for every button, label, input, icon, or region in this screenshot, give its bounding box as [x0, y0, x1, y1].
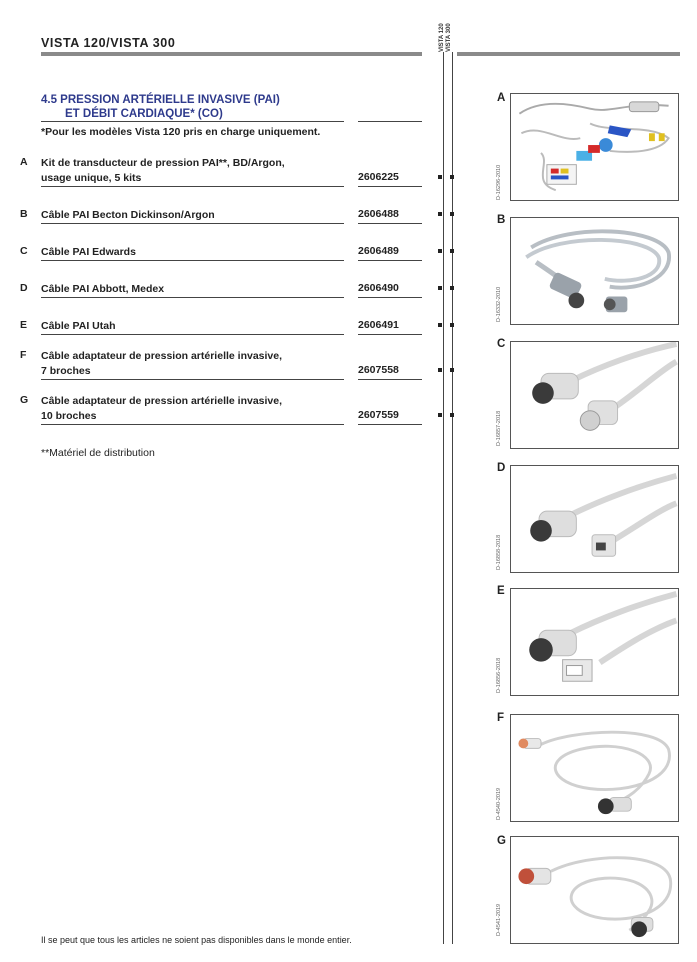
- row-ref-rule: [358, 424, 422, 425]
- item-description-line-1: Kit de transducteur de pression PAI**, BD/Argon,: [41, 157, 285, 169]
- section-title-line-1: 4.5 PRESSION ARTÉRIELLE INVASIVE (PAI): [41, 94, 280, 106]
- footnote: **Matériel de distribution: [41, 447, 155, 459]
- row-rule: [41, 260, 344, 261]
- image-letter: F: [497, 712, 505, 724]
- item-description-line-2: 10 broches: [41, 410, 97, 422]
- image-letter: G: [497, 835, 506, 847]
- item-reference: 2607559: [358, 409, 399, 421]
- item-letter: G: [20, 394, 29, 406]
- item-reference: 2606488: [358, 208, 399, 220]
- availability-dot-vista-300: [450, 175, 454, 179]
- availability-dot-vista-120: [438, 368, 442, 372]
- row-ref-rule: [358, 379, 422, 380]
- item-description: [41, 394, 336, 424]
- availability-dot-vista-120: [438, 249, 442, 253]
- item-reference: 2606489: [358, 245, 399, 257]
- item-description: Câble PAI Becton Dickinson/Argon: [41, 209, 215, 221]
- cable-image: [510, 217, 679, 325]
- item-description: [41, 349, 336, 379]
- image-letter: D: [497, 462, 506, 474]
- image-code: D-16858-2018: [496, 534, 502, 570]
- cable-icon: [511, 342, 678, 448]
- item-description: [41, 156, 336, 186]
- item-reference: 2607558: [358, 364, 399, 376]
- item-description-line-1: Câble adaptateur de pression artérielle invasive,: [41, 395, 283, 407]
- disclaimer: Il se peut que tous les articles ne soient pas disponibles dans le monde entier.: [41, 935, 352, 945]
- image-code: D-16296-2010: [496, 164, 502, 200]
- cable-image: [510, 465, 679, 573]
- column-label-vista-300: VISTA 300: [446, 23, 452, 52]
- item-description-line-1: Câble adaptateur de pression artérielle invasive,: [41, 350, 283, 362]
- cable-image: [510, 341, 679, 449]
- item-reference: 2606491: [358, 319, 399, 331]
- availability-dot-vista-120: [438, 286, 442, 290]
- item-letter: A: [20, 156, 28, 168]
- item-letter: E: [20, 319, 28, 331]
- availability-dot-vista-120: [438, 413, 442, 417]
- cable-icon: [511, 715, 678, 821]
- availability-dot-vista-300: [450, 368, 454, 372]
- header-divider: [41, 52, 422, 56]
- item-reference: 2606490: [358, 282, 399, 294]
- item-description-line-2: 7 broches: [41, 365, 91, 377]
- row-rule: [41, 424, 344, 425]
- image-code: D-16856-2018: [496, 657, 502, 693]
- image-code: D-16332-2010: [496, 286, 502, 322]
- image-letter: B: [497, 214, 506, 226]
- item-letter: C: [20, 245, 28, 257]
- item-letter: D: [20, 282, 28, 294]
- availability-dot-vista-300: [450, 286, 454, 290]
- row-ref-rule: [358, 297, 422, 298]
- cable-icon: [511, 837, 678, 943]
- section-ref-rule: [358, 121, 422, 122]
- cable-image: [510, 836, 679, 944]
- transducer-kit-icon: [511, 94, 678, 200]
- cable-icon: [511, 218, 678, 324]
- availability-dot-vista-120: [438, 323, 442, 327]
- item-letter: F: [20, 349, 27, 361]
- availability-dot-vista-120: [438, 175, 442, 179]
- image-code: D-4541-2019: [496, 903, 502, 936]
- cable-icon: [511, 589, 678, 695]
- row-ref-rule: [358, 223, 422, 224]
- section-title-line-2: ET DÉBIT CARDIAQUE* (CO): [65, 108, 223, 120]
- section-note: *Pour les modèles Vista 120 pris en charge uniquement.: [41, 126, 321, 138]
- image-letter: A: [497, 92, 506, 104]
- item-description: Câble PAI Abbott, Medex: [41, 283, 165, 295]
- row-ref-rule: [358, 260, 422, 261]
- cable-icon: [511, 466, 678, 572]
- item-description: Câble PAI Utah: [41, 320, 116, 332]
- row-rule: [41, 223, 344, 224]
- availability-dot-vista-300: [450, 249, 454, 253]
- cable-image: [510, 588, 679, 696]
- column-labels: [437, 14, 461, 52]
- item-description: Câble PAI Edwards: [41, 246, 136, 258]
- page-header-title: VISTA 120/VISTA 300: [41, 36, 176, 50]
- availability-dot-vista-120: [438, 212, 442, 216]
- item-letter: B: [20, 208, 28, 220]
- column-label-vista-120: VISTA 120: [439, 23, 445, 52]
- image-letter: E: [497, 585, 505, 597]
- section-title-rule: [41, 121, 344, 122]
- availability-dot-vista-300: [450, 413, 454, 417]
- header-divider-right: [457, 52, 680, 56]
- transducer-kit-image: [510, 93, 679, 201]
- column-line-vista-300: [452, 52, 453, 944]
- image-code: D-4540-2019: [496, 787, 502, 820]
- row-rule: [41, 334, 344, 335]
- item-description-line-2: usage unique, 5 kits: [41, 172, 142, 184]
- image-code: D-16857-2018: [496, 410, 502, 446]
- section-title: [41, 93, 280, 121]
- row-rule: [41, 379, 344, 380]
- row-ref-rule: [358, 334, 422, 335]
- availability-dot-vista-300: [450, 212, 454, 216]
- row-rule: [41, 186, 344, 187]
- row-ref-rule: [358, 186, 422, 187]
- image-letter: C: [497, 338, 506, 350]
- cable-image: [510, 714, 679, 822]
- availability-dot-vista-300: [450, 323, 454, 327]
- item-reference: 2606225: [358, 171, 399, 183]
- column-line-vista-120: [443, 52, 444, 944]
- row-rule: [41, 297, 344, 298]
